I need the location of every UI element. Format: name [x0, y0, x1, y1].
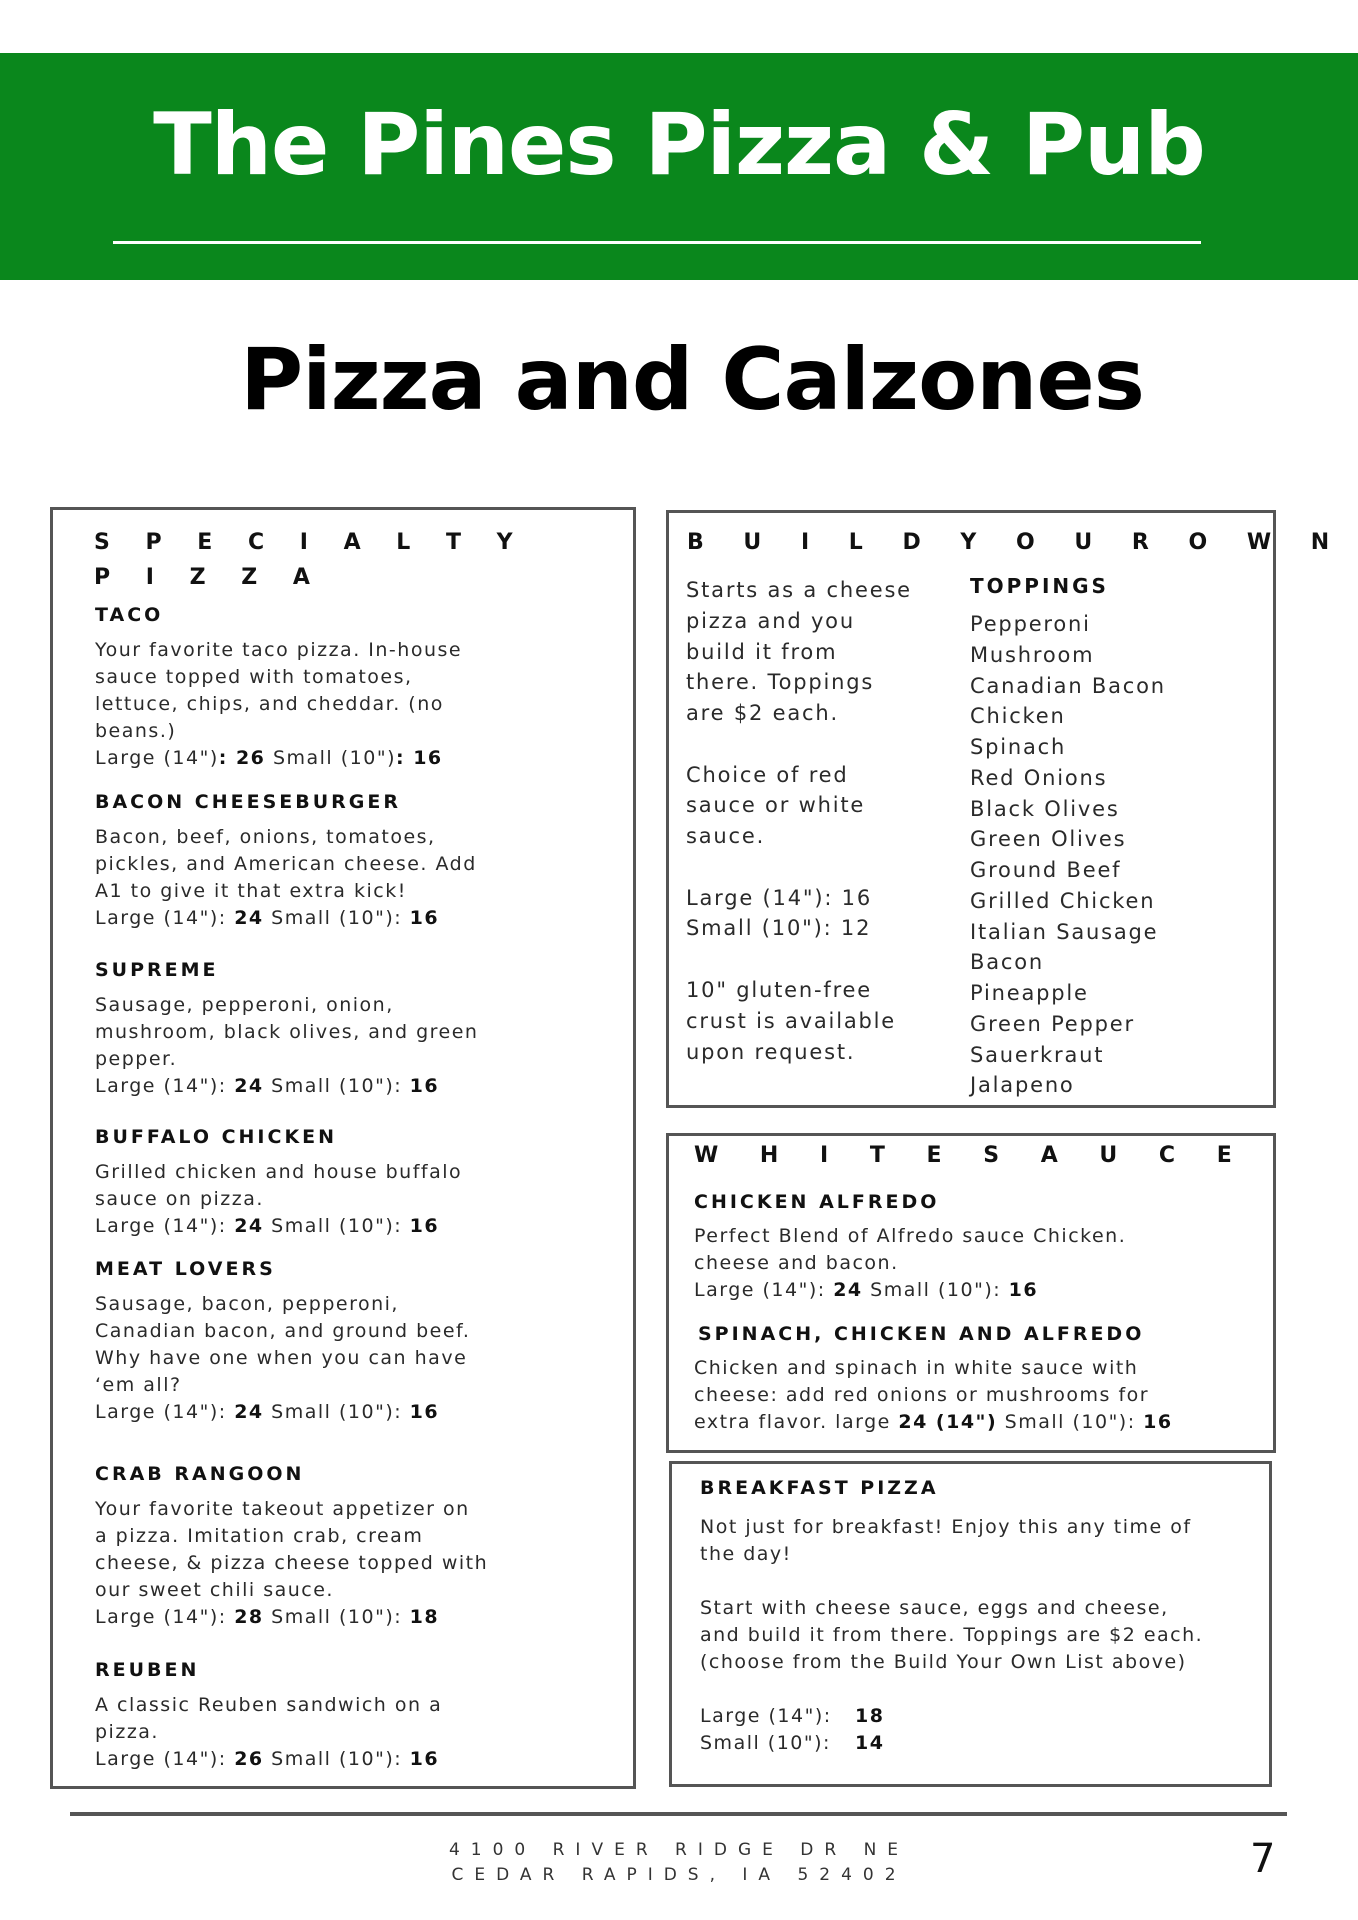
- item-desc-line: Your favorite takeout appetizer on: [95, 1498, 470, 1520]
- item-name-reuben: REUBEN: [95, 1659, 200, 1681]
- byo-desc-line: Choice of red: [686, 763, 849, 787]
- byo-price-large: Large (14"): 16: [686, 886, 872, 910]
- item-desc-line: Perfect Blend of Alfredo sauce Chicken.: [694, 1225, 1127, 1247]
- byo-desc-line: there. Toppings: [686, 670, 875, 694]
- byo-desc-line: sauce or white: [686, 793, 866, 817]
- byo-desc-line: build it from: [686, 640, 838, 664]
- item-desc-line: cheese, & pizza cheese topped with: [95, 1552, 489, 1574]
- item-desc-line: Sausage, pepperoni, onion,: [95, 994, 394, 1016]
- item-price: extra flavor. large 24 (14") Small (10"): 16: [694, 1411, 1173, 1433]
- item-name-crab-rangoon: CRAB RANGOON: [95, 1463, 305, 1485]
- item-desc-line: sauce on pizza.: [95, 1188, 264, 1210]
- item-name-supreme: SUPREME: [95, 959, 219, 981]
- topping-item: Bacon: [970, 950, 1044, 974]
- item-price: Large (14"): 24 Small (10"): 16: [694, 1279, 1039, 1301]
- item-desc-line: Grilled chicken and house buffalo: [95, 1161, 463, 1183]
- byo-desc-line: Starts as a cheese: [686, 578, 912, 602]
- white-sauce-heading: W H I T E S A U C E: [694, 1143, 1246, 1168]
- item-desc-line: cheese and bacon.: [694, 1252, 899, 1274]
- address-line-1: 4100 RIVER RIDGE DR NE: [448, 1840, 910, 1860]
- specialty-heading-line1: S P E C I A L T Y: [94, 530, 527, 555]
- byo-desc-line: upon request.: [686, 1040, 856, 1064]
- byo-desc-line: crust is available: [686, 1009, 896, 1033]
- item-price: Large (14"): 26 Small (10"): 16: [95, 747, 443, 769]
- topping-item: Spinach: [970, 735, 1067, 759]
- topping-item: Green Pepper: [970, 1012, 1135, 1036]
- item-name-chicken-alfredo: CHICKEN ALFREDO: [694, 1191, 940, 1213]
- item-desc-line: Not just for breakfast! Enjoy this any time of: [700, 1516, 1192, 1538]
- page-title: Pizza and Calzones: [240, 330, 1144, 430]
- address-line-2: CEDAR RAPIDS, IA 52402: [451, 1865, 907, 1885]
- item-price: Large (14"): 24 Small (10"): 16: [95, 1401, 440, 1423]
- item-desc-line: Start with cheese sauce, eggs and cheese,: [700, 1597, 1169, 1619]
- topping-item: Red Onions: [970, 766, 1108, 790]
- item-desc-line: mushroom, black olives, and green: [95, 1021, 479, 1043]
- item-price: Large (14"): 24 Small (10"): 16: [95, 907, 440, 929]
- item-desc-line: Sausage, bacon, pepperoni,: [95, 1293, 399, 1315]
- item-name-spinach-chicken-alfredo: SPINACH, CHICKEN AND ALFREDO: [698, 1323, 1145, 1345]
- page-number: 7: [1250, 1836, 1276, 1882]
- item-desc-line: a pizza. Imitation crab, cream: [95, 1525, 424, 1547]
- byo-desc-line: 10" gluten-free: [686, 978, 872, 1002]
- topping-item: Black Olives: [970, 797, 1120, 821]
- topping-item: Green Olives: [970, 827, 1127, 851]
- breakfast-price-small: Small (10"): 14: [700, 1732, 885, 1754]
- item-desc-line: (choose from the Build Your Own List above): [700, 1651, 1187, 1673]
- item-desc-line: and build it from there. Toppings are $2 each.: [700, 1624, 1204, 1646]
- topping-item: Italian Sausage: [970, 920, 1159, 944]
- topping-item: Ground Beef: [970, 858, 1122, 882]
- item-name-breakfast-pizza: BREAKFAST PIZZA: [700, 1477, 939, 1499]
- topping-item: Chicken: [970, 704, 1066, 728]
- toppings-heading: TOPPINGS: [970, 574, 1109, 598]
- item-price: Large (14"): 26 Small (10"): 16: [95, 1748, 440, 1770]
- item-price: Large (14"): 24 Small (10"): 16: [95, 1075, 440, 1097]
- footer-address: [0, 1838, 1358, 1888]
- byo-price-small: Small (10"): 12: [686, 916, 872, 940]
- item-desc-line: lettuce, chips, and cheddar. (no: [95, 693, 444, 715]
- byo-desc-line: sauce.: [686, 824, 766, 848]
- item-desc-line: Canadian bacon, and ground beef.: [95, 1320, 471, 1342]
- item-desc-line: the day!: [700, 1543, 792, 1565]
- topping-item: Pineapple: [970, 981, 1089, 1005]
- item-desc-line: Your favorite taco pizza. In-house: [95, 639, 463, 661]
- item-desc-line: cheese: add red onions or mushrooms for: [694, 1384, 1150, 1406]
- restaurant-name: The Pines Pizza & Pub: [153, 95, 1205, 195]
- item-desc-line: pizza.: [95, 1721, 159, 1743]
- item-name-bacon-cheeseburger: BACON CHEESEBURGER: [95, 791, 402, 813]
- topping-item: Jalapeno: [970, 1073, 1075, 1097]
- banner-divider: [113, 241, 1201, 244]
- item-desc-line: Bacon, beef, onions, tomatoes,: [95, 826, 436, 848]
- build-your-own-heading: B U I L D Y O U R O W N: [687, 530, 1344, 555]
- footer-divider: [70, 1812, 1287, 1816]
- topping-item: Sauerkraut: [970, 1043, 1105, 1067]
- item-desc-line: Why have one when you can have: [95, 1347, 468, 1369]
- item-desc-line: pickles, and American cheese. Add: [95, 853, 477, 875]
- item-desc-line: pepper.: [95, 1048, 178, 1070]
- item-desc-line: Chicken and spinach in white sauce with: [694, 1357, 1139, 1379]
- topping-item: Pepperoni: [970, 612, 1091, 636]
- topping-item: Canadian Bacon: [970, 674, 1166, 698]
- byo-desc-line: are $2 each.: [686, 701, 839, 725]
- topping-item: Mushroom: [970, 643, 1095, 667]
- item-name-buffalo-chicken: BUFFALO CHICKEN: [95, 1126, 338, 1148]
- byo-desc-line: pizza and you: [686, 609, 855, 633]
- item-desc-line: A classic Reuben sandwich on a: [95, 1694, 443, 1716]
- item-desc-line: our sweet chili sauce.: [95, 1579, 334, 1601]
- breakfast-price-large: Large (14"): 18: [700, 1705, 885, 1727]
- item-desc-line: A1 to give it that extra kick!: [95, 880, 407, 902]
- item-desc-line: sauce topped with tomatoes,: [95, 666, 413, 688]
- item-desc-line: ‘em all?: [95, 1374, 182, 1396]
- item-desc-line: beans.): [95, 720, 177, 742]
- item-price: Large (14"): 24 Small (10"): 16: [95, 1215, 440, 1237]
- specialty-heading-line2: P I Z Z A: [94, 565, 324, 590]
- item-price: Large (14"): 28 Small (10"): 18: [95, 1606, 440, 1628]
- topping-item: Grilled Chicken: [970, 889, 1156, 913]
- item-name-taco: TACO: [95, 604, 164, 626]
- item-name-meat-lovers: MEAT LOVERS: [95, 1258, 276, 1280]
